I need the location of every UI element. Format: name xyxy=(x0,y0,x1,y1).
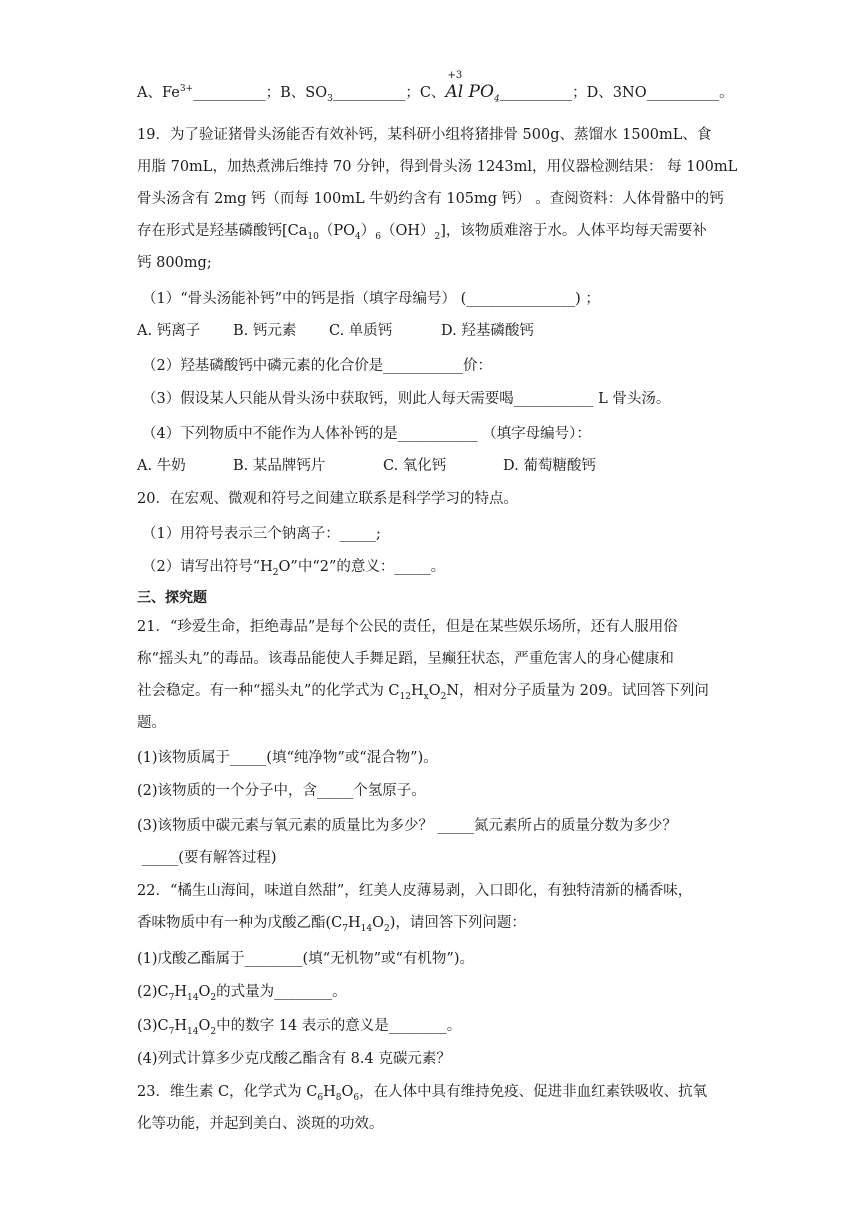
q23-line1-s1: 6 xyxy=(317,1092,324,1103)
q22-line2-b: H xyxy=(348,915,361,931)
q22-line1: 22．“橘生山海间，味道自然甜”，红美人皮薄易剥，入口即化，有独特清新的橘香味， xyxy=(137,883,693,899)
q19-line4-e: ]，该物质难溶于水。人体平均每天需要补 xyxy=(440,223,707,239)
q21-line3-s3: 2 xyxy=(440,691,447,702)
q22-line2-s1: 7 xyxy=(342,923,348,934)
q19-sub4-opt-d: D. 葡萄糖酸钙 xyxy=(503,458,596,474)
q19-line1: 19．为了验证猪骨头汤能否有效补钙，某科研小组将猪排骨 500g、蒸馏水 1500mL、食 xyxy=(137,127,712,143)
q23-line1-s3: 6 xyxy=(353,1092,360,1103)
q20-sub2-s: 2 xyxy=(272,567,279,578)
q22-sub2-a: (2)C xyxy=(137,984,169,1000)
q20-sub2-b: O”中“2”的意义：_____。 xyxy=(278,559,446,575)
q22-sub2-s1: 7 xyxy=(168,992,175,1003)
q22-sub2-s3: 2 xyxy=(210,992,217,1003)
q22-sub2 xyxy=(137,982,347,1002)
q18-a-charge: 3+ xyxy=(179,84,194,95)
q19-sub4-options xyxy=(137,456,596,476)
q22-line2-s3: 2 xyxy=(384,923,390,934)
q19-line4-s1: 10 xyxy=(307,231,319,242)
q22-line2-d: )，请回答下列问题： xyxy=(389,915,526,931)
q19-sub4-opt-b: B. 某品牌钙片 xyxy=(233,458,326,474)
q18-formula-sub: 4 xyxy=(493,94,500,105)
q22-sub3 xyxy=(137,1016,461,1036)
q22-sub3-s3: 2 xyxy=(210,1026,217,1037)
q22-sub3-s1: 7 xyxy=(168,1026,175,1037)
q22-sub3-c: O xyxy=(198,1018,211,1034)
q21-sub1: (1)该物质属于_____(填“纯净物”或“混合物”)。 xyxy=(137,750,438,766)
q19-line4-s4: 2 xyxy=(434,231,441,242)
q22-sub3-a: (3)C xyxy=(137,1018,169,1034)
q19-sub1-opt-b: B. 钙元素 xyxy=(233,323,297,339)
q18-option-d: __________；D、3NO__________。 xyxy=(499,85,734,101)
q21-line3-a: 社会稳定。有一种“摇头丸”的化学式为 C xyxy=(137,683,400,699)
q22-sub2-d: 的式量为________。 xyxy=(216,984,347,1000)
q21-line3-d: N，相对分子质量为 209。试回答下列问 xyxy=(446,683,709,699)
q22-sub1: (1)戊酸乙酯属于________(填“无机物”或“有机物”)。 xyxy=(137,951,475,967)
q19-line4-a: 存在形式是羟基磷酸钙[Ca xyxy=(137,223,308,239)
q22-sub4: (4)列式计算多少克戊酸乙酯含有 8.4 克碳元素？ xyxy=(137,1051,451,1067)
q19-sub1-opt-a: A. 钙离子 xyxy=(137,323,201,339)
q20-sub2-a: （2）请写出符号“H xyxy=(142,559,273,575)
q19-sub1-opt-d: D. 羟基磷酸钙 xyxy=(441,323,534,339)
q18-b-subscript: 3 xyxy=(327,93,333,104)
q21-line4: 题。 xyxy=(137,715,166,731)
q19-sub4-opt-a: A. 牛奶 xyxy=(137,458,186,474)
q23-line2: 化等功能，并起到美白、淡斑的功效。 xyxy=(137,1116,384,1132)
q22-sub3-b: H xyxy=(174,1018,188,1034)
q21-line3-c: O xyxy=(428,683,441,699)
q18-formula-text: Al PO xyxy=(445,82,494,102)
q21-line3-b: H xyxy=(410,683,424,699)
q18-option-c: __________；C、 xyxy=(332,85,446,101)
q23-line1-s2: 8 xyxy=(335,1092,342,1103)
section-heading: 三、探究题 xyxy=(137,590,207,606)
q22-sub2-s2: 14 xyxy=(187,992,199,1003)
q19-sub2: （2）羟基磷酸钙中磷元素的化合价是___________价： xyxy=(142,358,492,374)
q21-sub2: (2)该物质的一个分子中，含_____个氢原子。 xyxy=(137,783,426,799)
q21-line3-s1: 12 xyxy=(399,691,411,702)
q19-line4-c: ） xyxy=(360,223,376,239)
q22-sub2-b: H xyxy=(174,984,188,1000)
q22-sub3-s2: 14 xyxy=(187,1026,199,1037)
q22-line2-s2: 14 xyxy=(360,923,373,934)
q21-sub3: (3)该物质中碳元素与氧元素的质量比为多少？ _____氮元素所占的质量分数为多少？ xyxy=(137,818,677,834)
q23-line1-c: O xyxy=(341,1084,354,1100)
q18-option-a: A、Fe xyxy=(137,85,180,101)
q19-line4-s2: 4 xyxy=(355,231,361,242)
q19-sub4-opt-c: C. 氧化钙 xyxy=(383,458,447,474)
q20-sub2 xyxy=(142,557,445,577)
q19-line4-b: （PO xyxy=(318,223,356,239)
q21-sub3-cont: _____(要有解答过程) xyxy=(142,850,277,866)
q19-line3: 骨头汤含有 2mg 钙（而每 100mL 牛奶约含有 105mg 钙） 。查阅资料：人体骨骼中的钙 xyxy=(137,191,724,207)
q18-valence-mark: +3 xyxy=(447,70,463,81)
q19-sub1: （1）“骨头汤能补钙”中的钙是指（填字母编号） (_______________) ； xyxy=(142,291,600,307)
q22-sub3-d: 中的数字 14 表示的意义是________。 xyxy=(216,1018,462,1034)
q23-line1-a: 23．维生素 C，化学式为 C xyxy=(137,1084,318,1100)
q20-sub1: （1）用符号表示三个钠离子：_____; xyxy=(142,526,381,542)
q20-line1: 20．在宏观、微观和符号之间建立联系是科学学习的特点。 xyxy=(137,491,518,507)
q19-sub3: （3）假设某人只能从骨头汤中获取钙，则此人每天需要喝___________ L 骨头汤。 xyxy=(142,391,671,407)
q22-sub2-c: O xyxy=(198,984,211,1000)
q23-line1-b: H xyxy=(323,1084,336,1100)
q19-sub1-opt-c: C. 单质钙 xyxy=(329,323,393,339)
q19-line2: 用脂 70mL，加热煮沸后维持 70 分钟，得到骨头汤 1243ml，用仪器检测结果： 每 100mL xyxy=(137,159,738,175)
q22-line2-a: 香味物质中有一种为戊酸乙酯(C xyxy=(137,915,343,931)
q18-option-b: __________；B、SO xyxy=(193,85,328,101)
q19-line4-d: （OH） xyxy=(380,223,435,239)
q19-sub4: （4）下列物质中不能作为人体补钙的是___________ （填字母编号）： xyxy=(142,426,591,442)
q22-line2 xyxy=(137,913,526,933)
q19-sub1-options xyxy=(137,321,534,341)
q19-line4-s3: 6 xyxy=(375,231,381,242)
q21-line1: 21．“珍爱生命，拒绝毒品”是每个公民的责任，但是在某些娱乐场所，还有人服用俗 xyxy=(137,619,678,635)
q21-line2: 称“摇头丸”的毒品。该毒品能使人手舞足蹈，呈癫狂状态，严重危害人的身心健康和 xyxy=(137,651,674,667)
q19-line5: 钙 800mg; xyxy=(137,255,212,271)
q18-options-line xyxy=(137,70,734,105)
q22-line2-c: O xyxy=(372,915,384,931)
q21-line3-s2: x xyxy=(423,691,429,702)
q18-alpo4-formula xyxy=(445,70,500,105)
q19-line4 xyxy=(137,221,707,241)
q23-line1-d: ，在人体中具有维持免疫、促进非血红素铁吸收、抗氧 xyxy=(359,1084,708,1100)
q21-line3 xyxy=(137,681,709,701)
q23-line1 xyxy=(137,1082,707,1102)
